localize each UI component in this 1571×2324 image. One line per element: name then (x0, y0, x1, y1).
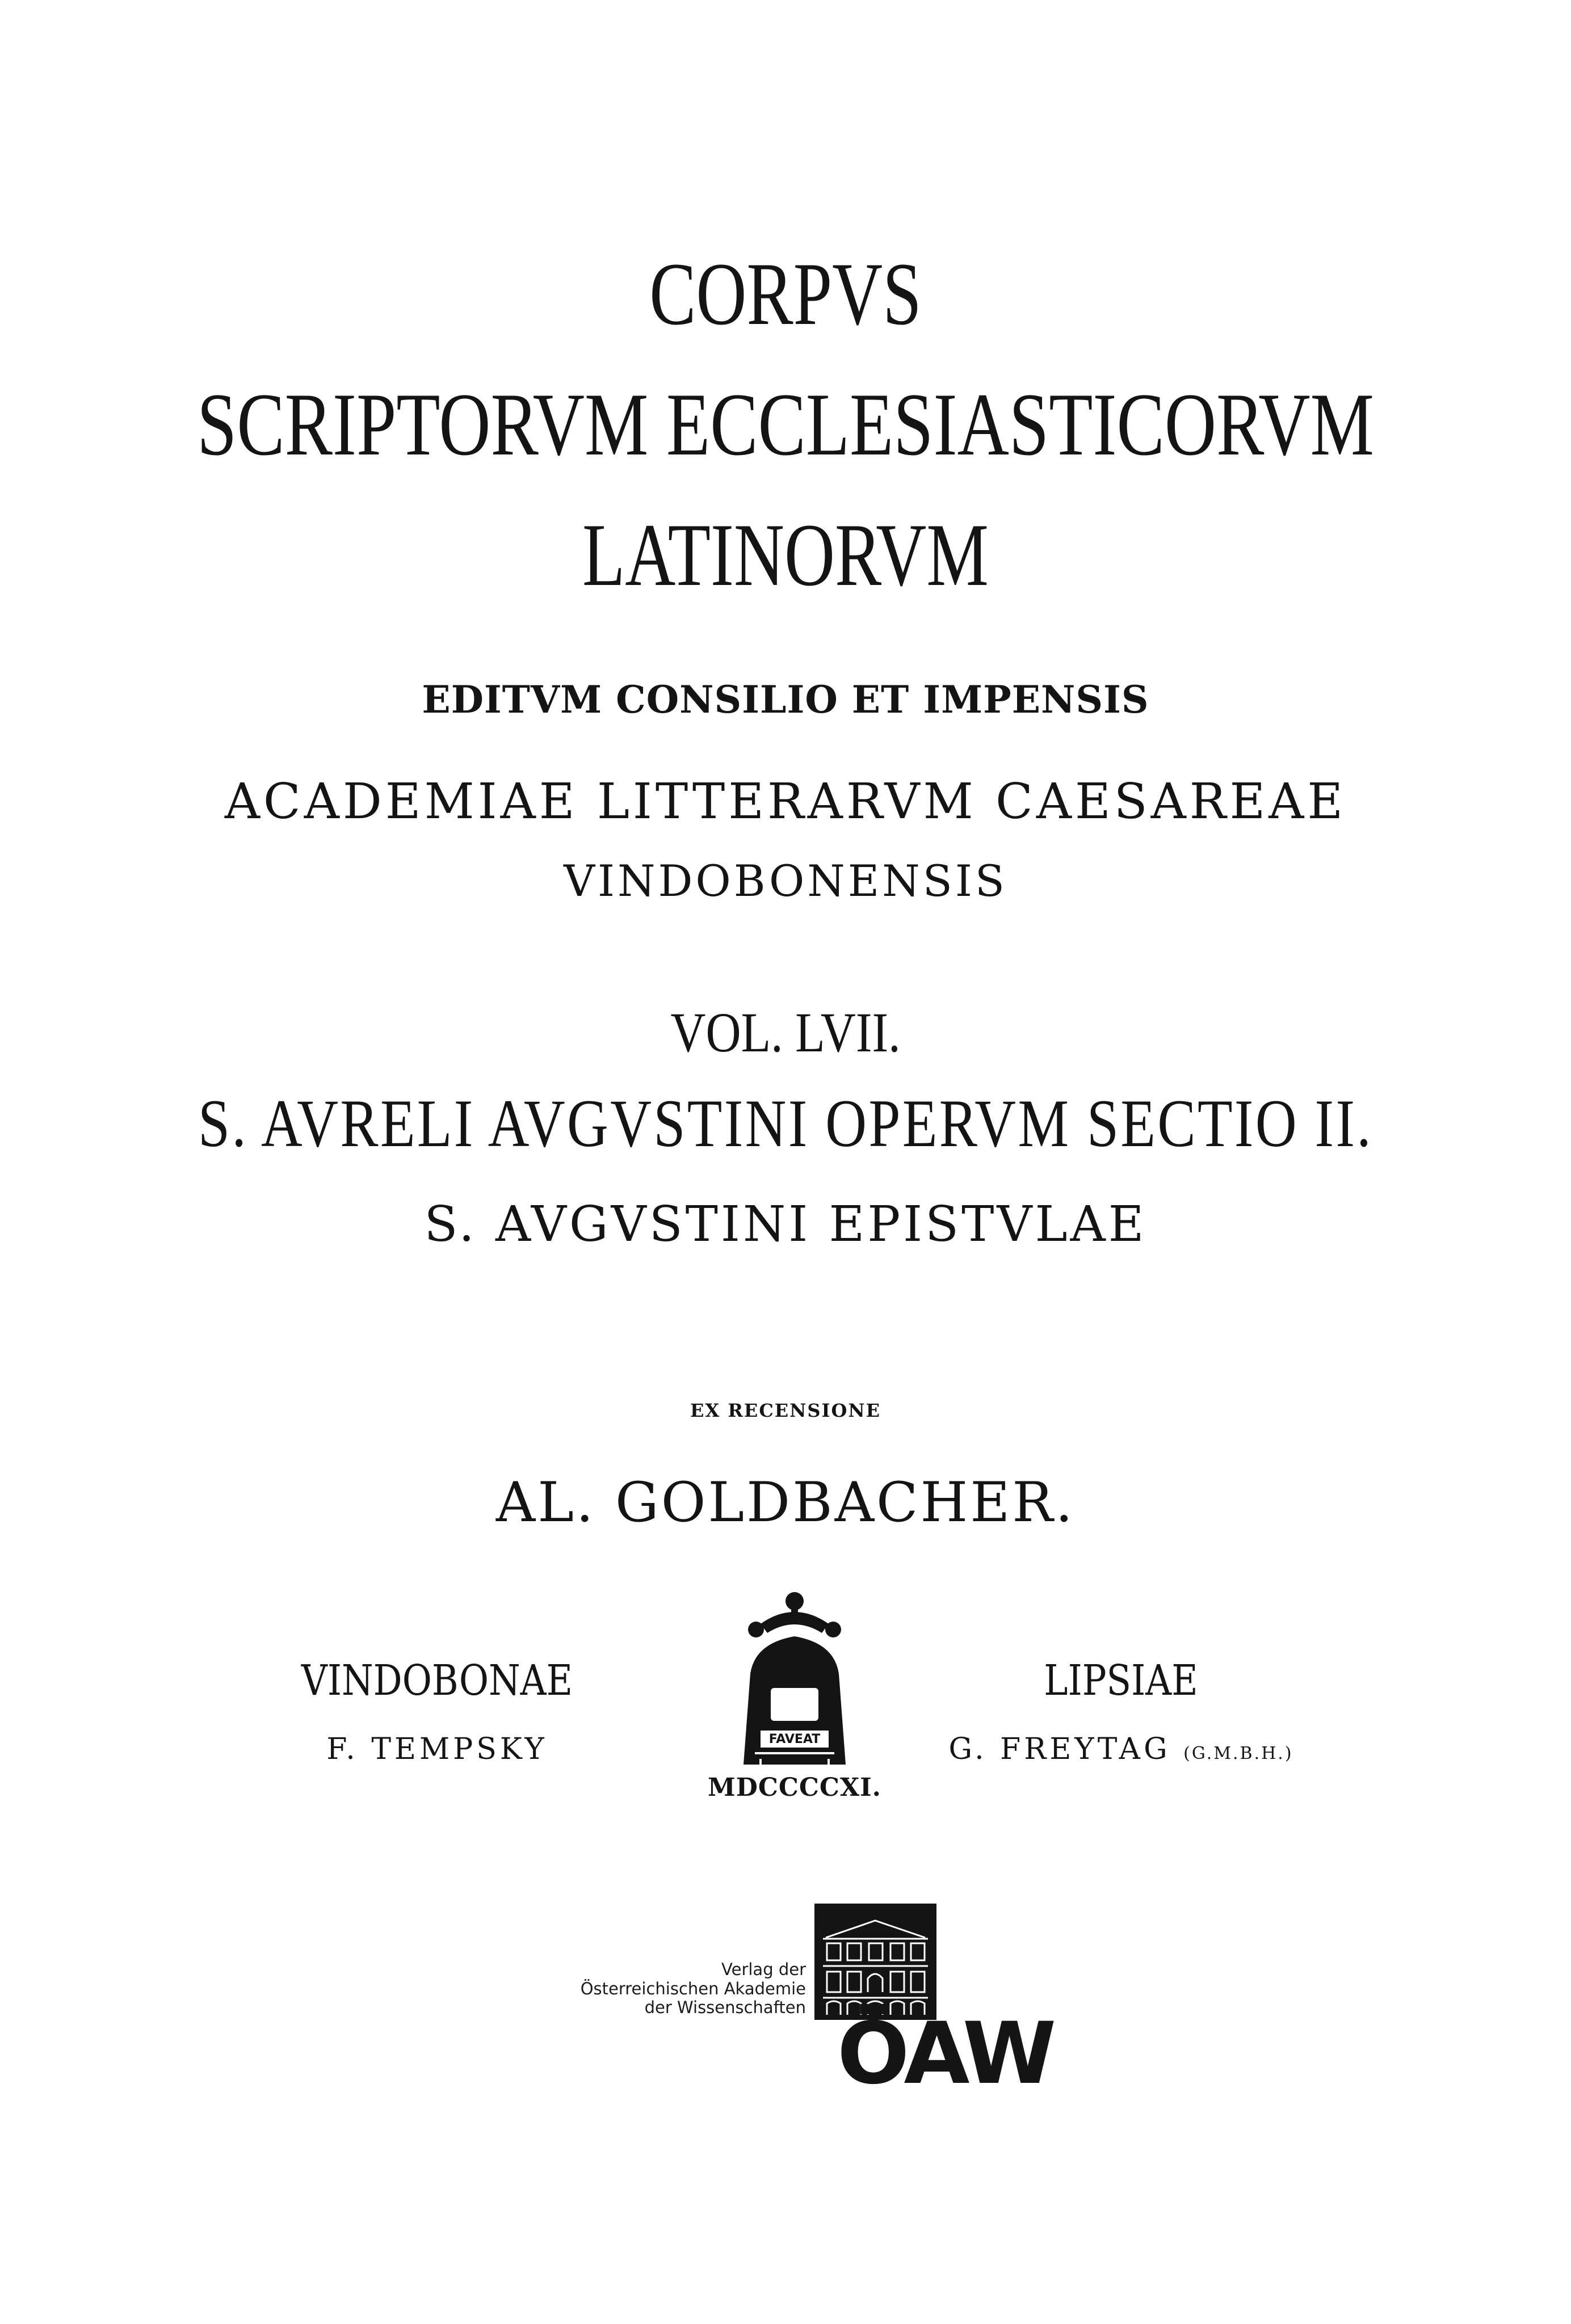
imprint-right-publisher (885, 1734, 1356, 1764)
edition-line-1: EDITVM CONSILIO ET IMPENSIS (422, 677, 1149, 722)
printer-mark-icon (721, 1589, 868, 1776)
academy-building-icon (814, 1904, 936, 2020)
printer-mark-text: FAVEAT (768, 1732, 821, 1746)
publisher-line-1: Verlag der (721, 1960, 806, 1979)
volume-subtitle: S. AVGVSTINI EPISTVLAE (424, 1196, 1147, 1253)
oeaw-wordmark: ÖAW (837, 2005, 1053, 2103)
imprint-right-publisher-name: G. FREYTAG (948, 1732, 1171, 1766)
series-title-line-3: LATINORVM (582, 506, 989, 605)
imprint-left-city: VINDOBONAE (301, 1656, 573, 1705)
imprint-right-city: LIPSIAE (1044, 1656, 1198, 1705)
series-title-line-1: CORPVS (649, 245, 922, 344)
series-title-line-2: SCRIPTORVM ECCLESIASTICORVM (197, 375, 1374, 474)
editor-name: AL. GOLDBACHER. (495, 1471, 1076, 1534)
publisher-line-2: Österreichischen Akademie (580, 1978, 806, 1998)
imprint-left-publisher: F. TEMPSKY (326, 1732, 548, 1766)
publisher-line-3: der Wissenschaften (644, 1998, 806, 2018)
publication-year: MDCCCCXI. (708, 1773, 881, 1802)
editor-prefix: EX RECENSIONE (690, 1400, 881, 1421)
volume-work-title: S. AVRELI AVGVSTINI OPERVM SECTIO II. (198, 1085, 1373, 1161)
edition-line-2: ACADEMIAE LITTERARVM CAESAREAE (224, 773, 1347, 830)
imprint-right-publisher-suffix: (G.M.B.H.) (1183, 1744, 1293, 1763)
imprint-left (272, 1656, 602, 1766)
edition-line-3: VINDOBONENSIS (564, 856, 1007, 906)
publisher-name-block (488, 1960, 806, 2018)
imprint-right (885, 1656, 1356, 1766)
volume-number: VOL. LVII. (670, 1001, 901, 1064)
